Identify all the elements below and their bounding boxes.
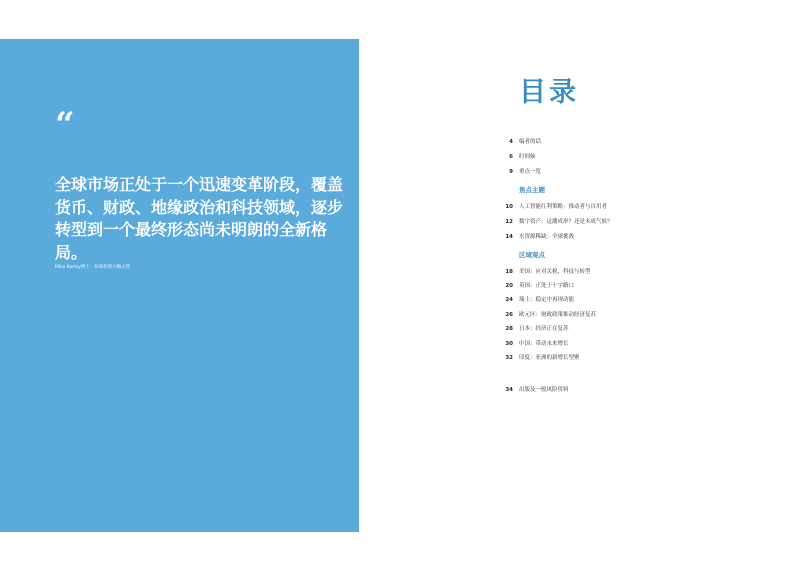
toc-item-label: 印度：亚洲的新增长型聚 bbox=[519, 355, 580, 361]
toc-item-label: 时间轴 bbox=[519, 154, 536, 160]
toc-page-number: 18 bbox=[505, 269, 513, 275]
toc-page-number: 20 bbox=[505, 283, 513, 289]
toc-item-label: 中国：带动未来增长 bbox=[519, 341, 569, 347]
toc-page-number: 10 bbox=[505, 204, 513, 210]
toc-item-us[interactable] bbox=[500, 267, 591, 277]
quote-text: 全球市场正处于一个迅速变革阶段，覆盖货币、财政、地缘政治和科技领域，逐步转型到一个最终形态尚未明朗的全新格局。 bbox=[55, 175, 344, 262]
toc-item-label: 日本：经济正在复苏 bbox=[519, 326, 569, 332]
quote-author: Mike Kerley博士 · 环球投资方略主管 bbox=[55, 265, 131, 270]
toc-item-india[interactable] bbox=[500, 353, 580, 363]
quote-mark: “ bbox=[55, 105, 75, 145]
toc-item-label: 重点一览 bbox=[519, 169, 542, 175]
toc-section-title-regional: 区域观点 bbox=[519, 251, 545, 259]
toc-item-switzerland[interactable] bbox=[500, 295, 574, 305]
toc-page-number: 34 bbox=[505, 387, 513, 393]
toc-page-number: 32 bbox=[505, 355, 513, 361]
toc-item-label: 瑞士：稳定中再现动能 bbox=[519, 297, 575, 303]
toc-item-eurozone[interactable] bbox=[500, 310, 596, 320]
toc-item-label: 美国：应对关税、科技与转型 bbox=[519, 269, 591, 275]
toc-item-label: 数字资产：这潮成形？还是未成气候？ bbox=[519, 219, 613, 225]
toc-item-uk[interactable] bbox=[500, 281, 574, 291]
toc-item-japan[interactable] bbox=[500, 324, 569, 334]
toc-page-number: 28 bbox=[505, 326, 513, 332]
toc-item-editors-note[interactable] bbox=[500, 137, 541, 147]
toc-item-label: 编者的话 bbox=[519, 139, 542, 145]
toc-item-label: 英国：正处于十字路口 bbox=[519, 283, 575, 289]
toc-page-number: 26 bbox=[505, 312, 513, 318]
quote-panel bbox=[0, 39, 359, 532]
toc-item-timeline[interactable] bbox=[500, 152, 536, 162]
toc-page-number: 30 bbox=[505, 341, 513, 347]
toc-page-number: 24 bbox=[505, 297, 513, 303]
toc-page-number: 9 bbox=[509, 169, 513, 175]
toc-item-label: 欧元区：财政政策推动经济复苏 bbox=[519, 312, 597, 318]
toc-page-number: 12 bbox=[505, 219, 513, 225]
toc-title: 目录 bbox=[519, 77, 579, 108]
toc-page-number: 6 bbox=[509, 154, 513, 160]
toc-item-highlights[interactable] bbox=[500, 167, 541, 177]
toc-item-digital-assets[interactable] bbox=[500, 217, 613, 227]
toc-item-label: 水资源稀缺：全球挑战 bbox=[519, 234, 575, 240]
toc-item-label: 人工智能红利策略：推动者与自用者 bbox=[519, 204, 608, 210]
toc-page-number: 4 bbox=[509, 139, 513, 145]
toc-item-ai[interactable] bbox=[500, 202, 607, 212]
toc-section-title-focus: 焦点主题 bbox=[519, 186, 545, 194]
toc-item-label: 出版及一般风险资料 bbox=[519, 387, 569, 393]
toc-page-number: 14 bbox=[505, 234, 513, 240]
toc-item-water[interactable] bbox=[500, 232, 574, 242]
toc-item-china[interactable] bbox=[500, 339, 569, 349]
toc-item-publication-info[interactable] bbox=[500, 385, 569, 395]
